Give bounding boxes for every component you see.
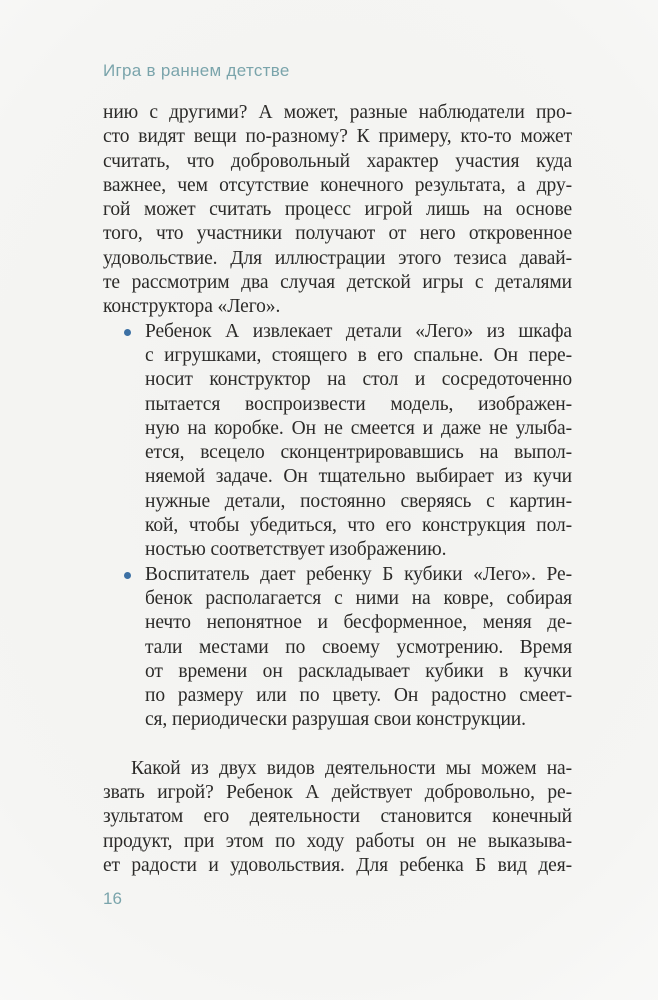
paragraph <box>103 101 572 320</box>
text-line: тали местами по своему усмотрению. Время <box>145 636 572 658</box>
text-line: звать игрой? Ребенок А действует добровольно, ре- <box>103 782 572 804</box>
text-line: Какой из двух видов деятельности мы можем на- <box>131 757 572 779</box>
text-line: ностью соответствует изображению. <box>145 539 447 561</box>
text-line: нечто непонятное и бесформенное, меняя де- <box>145 612 572 634</box>
text-line: важнее, чем отсутствие конечного результата, а дру- <box>103 174 572 196</box>
text-line: ется, всецело сконцентрировавшись на выпол- <box>145 442 572 464</box>
page-body-text <box>103 101 572 878</box>
bullet-text <box>145 320 572 563</box>
bullet-icon <box>124 329 131 336</box>
text-line: от времени он раскладывает кубики в кучки <box>145 660 572 682</box>
text-line: того, что участники получают от него откровенное <box>103 223 572 245</box>
bullet-item <box>103 320 572 563</box>
text-line: удовольствие. Для иллюстрации этого тезиса давай- <box>103 247 572 269</box>
page-number: 16 <box>103 889 122 908</box>
text-line: ет радости и удовольствия. Для ребенка Б вид дея- <box>103 854 572 876</box>
text-line: няемой задаче. Он тщательно выбирает из кучи <box>145 466 572 488</box>
text-line: Ребенок А извлекает детали «Лего» из шкафа <box>145 320 572 342</box>
running-head: Игра в раннем детстве <box>103 61 290 80</box>
text-line: кой, чтобы убедиться, что его конструкция пол- <box>145 515 572 537</box>
text-line: Воспитатель дает ребенку Б кубики «Лего». Ре- <box>145 563 572 585</box>
text-line: ся, периодически разрушая свои конструкции. <box>145 709 526 731</box>
text-line: нужные детали, постоянно сверяясь с картин- <box>145 490 572 512</box>
bullet-item <box>103 563 572 733</box>
text-line: ную на коробке. Он не смеется и даже не улыба- <box>145 417 572 439</box>
bullet-icon <box>124 572 131 579</box>
text-line: носит конструктор на стол и сосредоточенно <box>145 369 572 391</box>
bullet-text <box>145 563 572 733</box>
text-line: сто видят вещи по-разному? К примеру, кто-то может <box>103 126 572 148</box>
text-line: нию с другими? А может, разные наблюдатели про- <box>103 102 572 123</box>
text-line: те рассмотрим два случая детской игры с деталями <box>103 272 572 294</box>
text-line: бенок располагается с ними на ковре, собирая <box>145 587 572 609</box>
text-line: с игрушками, стоящего в его спальне. Он пере- <box>145 344 572 366</box>
paragraph <box>103 757 572 878</box>
text-line: продукт, при этом по ходу работы он не выказыва- <box>103 830 572 852</box>
text-line: гой может считать процесс игрой лишь на основе <box>103 199 572 221</box>
text-line: по размеру или по цвету. Он радостно смеет- <box>145 685 572 707</box>
text-line: считать, что добровольный характер участия куда <box>103 150 572 172</box>
text-line: зультатом его деятельности становится конечный <box>103 806 572 828</box>
text-line: пытается воспроизвести модель, изображен- <box>145 393 572 415</box>
text-line: конструктора «Лего». <box>103 296 281 318</box>
